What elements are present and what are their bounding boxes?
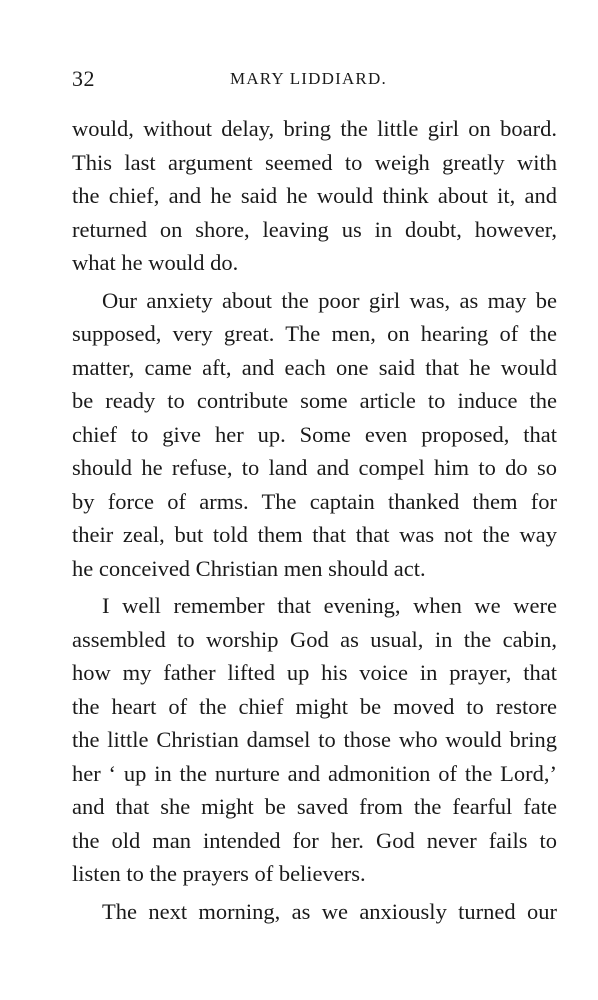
text-line: The next morning, as we anxiously turned our bbox=[102, 898, 557, 924]
text-line: This last argument seemed to weigh greatly with bbox=[72, 149, 557, 175]
text-line: what he would do. bbox=[72, 250, 239, 275]
running-head: MARY LIDDIARD. bbox=[230, 69, 387, 88]
text-line: would, without delay, bring the little girl on board. bbox=[72, 116, 557, 141]
text-line: and that she might be saved from the fearful fate bbox=[72, 794, 557, 819]
text-line: Our anxiety about the poor girl was, as may be bbox=[102, 287, 557, 313]
text-line: the little Christian damsel to those who would bring bbox=[72, 727, 557, 752]
page-header bbox=[72, 66, 557, 94]
paragraph bbox=[72, 112, 557, 280]
text-line: should he refuse, to land and compel him to do so bbox=[72, 455, 557, 480]
text-line: he conceived Christian men should act. bbox=[72, 555, 426, 581]
paragraph bbox=[72, 284, 557, 586]
text-line: by force of arms. The captain thanked them for bbox=[72, 488, 557, 514]
text-line: supposed, very great. The men, on hearing of the bbox=[72, 321, 557, 346]
text-line: their zeal, but told them that that was not the way bbox=[72, 522, 557, 547]
text-line: listen to the prayers of believers. bbox=[72, 861, 366, 886]
page-number: 32 bbox=[72, 66, 95, 91]
text-line: chief to give her up. Some even proposed, that bbox=[72, 421, 557, 447]
paragraph bbox=[72, 589, 557, 891]
text-line: returned on shore, leaving us in doubt, however, bbox=[72, 216, 557, 242]
text-line: the chief, and he said he would think about it, and bbox=[72, 183, 557, 208]
text-line: how my father lifted up his voice in prayer, that bbox=[72, 660, 557, 685]
text-line: be ready to contribute some article to induce the bbox=[72, 388, 557, 413]
text-line: matter, came aft, and each one said that he would bbox=[72, 354, 557, 380]
paragraph bbox=[72, 895, 557, 929]
text-line: the old man intended for her. God never fails to bbox=[72, 827, 557, 853]
text-line: assembled to worship God as usual, in the cabin, bbox=[72, 626, 557, 652]
text-line: her ‘ up in the nurture and admonition of the Lord,’ bbox=[72, 760, 557, 786]
body-text bbox=[72, 112, 557, 928]
text-line: I well remember that evening, when we were bbox=[102, 593, 557, 618]
text-line: the heart of the chief might be moved to restore bbox=[72, 693, 557, 719]
